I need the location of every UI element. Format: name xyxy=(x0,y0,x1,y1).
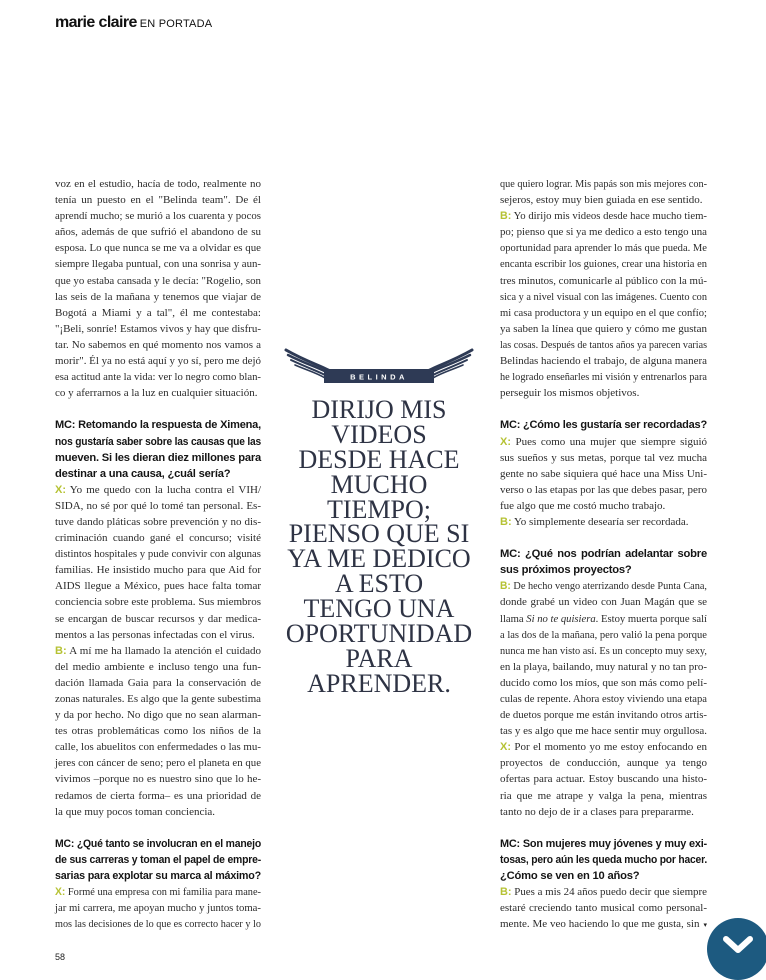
line-text: tes otras problemáticas como los niños de la xyxy=(55,725,261,738)
question-line xyxy=(55,434,261,450)
line-text: sus próximos proyectos? xyxy=(500,564,632,577)
pull-quote-text: TIEMPO; xyxy=(327,494,431,524)
body-text-line xyxy=(55,530,261,546)
line-text: De hecho vengo aterrizando desde Punta Cana, xyxy=(513,580,707,593)
body-text-line xyxy=(55,788,261,804)
line-text: criminación cuando gané el concurso; visité xyxy=(55,532,261,545)
line-text: sejeros, estoy muy bien guiada en ese sentido. xyxy=(500,194,703,207)
line-text: dación llamada Gaia para la conservación de xyxy=(55,676,261,689)
body-text-line xyxy=(55,916,261,932)
paragraph-spacer xyxy=(55,401,261,417)
line-text: gente no sabe siquiera qué hace una Miss Uni- xyxy=(500,467,707,480)
scroll-down-button[interactable] xyxy=(707,918,766,980)
line-text: mueven. Si les dieran diez millones para xyxy=(55,451,261,464)
body-text-line xyxy=(55,627,261,643)
line-text: tres minutos, comunicarle al público con la mú- xyxy=(500,274,707,287)
speaker-label: X: xyxy=(500,741,511,754)
speaker-label: X: xyxy=(55,483,66,496)
speaker-label: X: xyxy=(55,886,66,899)
body-text-line xyxy=(500,353,707,369)
body-text-line xyxy=(500,450,707,466)
line-text: he logrado enseñarles mi visión y entrenarlos para xyxy=(500,371,707,384)
body-text-line xyxy=(55,804,261,820)
line-text: redamos de cierta forma– es una prioridad de xyxy=(55,789,261,802)
text-segment: . Estoy muerta porque salí xyxy=(595,612,707,625)
chevron-down-icon xyxy=(721,934,755,956)
pull-quote-text: DESDE HACE xyxy=(298,444,460,474)
line-text: MC: Son mujeres muy jóvenes y muy exi- xyxy=(500,837,707,850)
body-text-line xyxy=(500,691,707,707)
line-text: MC: ¿Qué nos podrían adelantar sobre xyxy=(500,548,707,561)
line-text: estaré creciendo tanto musical como personal- xyxy=(500,902,707,915)
body-text-line xyxy=(500,273,707,289)
line-text: distintos hospitales y pude convivir con algunas xyxy=(55,548,261,561)
pull-quote-text: YA ME DEDICO xyxy=(287,544,471,574)
line-text: conciencia sobre este problema. Sus miembros xyxy=(55,596,261,609)
pull-quote-text: PIENSO QUE SI xyxy=(288,519,470,549)
line-text: de duetos porque me están invitando otros artis- xyxy=(500,709,707,722)
body-text-line xyxy=(55,707,261,723)
line-text: Pues como una mujer que siempre siguió xyxy=(515,435,708,448)
line-text: nunca me han visto así. Es un concepto muy sexy, xyxy=(500,644,707,657)
line-text: zonas naturales. Es algo que la gente subestima xyxy=(55,693,261,705)
line-text: Formé una empresa con mi familia para mane- xyxy=(67,886,261,899)
line-text: sica y a nivel visual con las imágenes. Cuento con xyxy=(500,290,707,303)
question-line xyxy=(55,836,261,852)
line-text: tuve dando pláticas sobre prevención y no dis- xyxy=(55,515,261,528)
body-text-line xyxy=(500,369,707,385)
text-segment: llama xyxy=(500,612,527,625)
line-text: mi casa productora y un equipo en el que confío; xyxy=(500,306,707,319)
body-text-line xyxy=(55,192,261,208)
body-text-line xyxy=(55,305,261,321)
body-text-line xyxy=(55,643,261,659)
body-text-line xyxy=(500,385,707,401)
line-text: SIDA, no sé por qué lo tomé tan personal. Es- xyxy=(55,499,261,512)
body-text-line xyxy=(500,482,707,498)
body-text-line xyxy=(55,659,261,675)
body-text-line xyxy=(55,594,261,610)
line-text: destinar a una causa, ¿cuál sería? xyxy=(55,467,231,480)
line-text: nos gustaría saber sobre las causas que las xyxy=(55,435,261,448)
left-text-column xyxy=(55,176,261,932)
body-text-line xyxy=(55,273,261,289)
line-text: vivimos –porque no es nuestro sino que lo he- xyxy=(55,773,261,786)
question-line xyxy=(55,868,261,884)
body-text-line xyxy=(55,900,261,916)
body-text-line xyxy=(500,256,707,272)
body-text-line xyxy=(500,643,707,659)
body-text-line xyxy=(500,289,707,305)
section-label: EN PORTADA xyxy=(139,18,213,30)
body-text-line xyxy=(500,611,707,627)
body-text-line xyxy=(55,771,261,787)
body-text-line xyxy=(55,482,261,498)
body-text-line xyxy=(500,723,707,739)
body-text-line xyxy=(500,707,707,723)
pull-quote xyxy=(270,395,488,698)
line-text: tosas, pero aún les queda mucho por hacer. xyxy=(500,853,707,866)
line-text: Belindas haciendo el trabajo, de alguna manera xyxy=(500,355,707,368)
body-text-line xyxy=(500,192,707,208)
body-text-line xyxy=(55,256,261,272)
pull-quote-text: TENGO UNA xyxy=(303,594,455,624)
body-text-line xyxy=(55,224,261,240)
pull-quote-text: A ESTO xyxy=(334,569,424,599)
logo-banner-text: BELINDA xyxy=(350,372,408,382)
line-text: AIDS llegue a México, pues hace falta tomar xyxy=(55,580,261,593)
line-text: la que muy pocos toman conciencia. xyxy=(55,805,216,818)
line-text: culas de repente. Ahora estoy viviendo una etapa xyxy=(500,693,707,705)
question-line xyxy=(500,417,707,433)
line-text: que yo estaba cansada y le decía: "Rogelio, son xyxy=(55,274,261,287)
pull-quote-text: VIDEOS xyxy=(331,419,427,449)
line-text: jeres con cáncer de seno; pero el planeta en que xyxy=(55,757,261,770)
line-text: del medio ambiente e incluso tengo una fun- xyxy=(55,660,261,673)
paragraph-spacer xyxy=(500,401,707,417)
line-text: verso o las etapas por las que debes pasar, pero xyxy=(500,483,707,496)
body-text-line xyxy=(55,739,261,755)
body-text-line xyxy=(55,514,261,530)
body-text-line xyxy=(500,578,707,594)
line-text: sus sueños y sus metas, porque tal vez mucha xyxy=(500,451,707,464)
pull-quote-text: APRENDER. xyxy=(307,668,451,698)
line-text: ya saben la línea que quiero y cómo me gustan xyxy=(500,322,707,335)
body-text-line xyxy=(55,578,261,594)
question-line xyxy=(55,852,261,868)
line-text: esposa. Lo que nunca se me va a olvidar es que xyxy=(55,242,261,255)
line-text: Pues a mis 24 años puedo decir que siempre xyxy=(514,886,707,899)
body-text-line xyxy=(500,514,707,530)
body-text-line xyxy=(55,337,261,353)
line-text: jar mi carrera, me apoyan mucho y juntos toma- xyxy=(55,902,261,915)
body-text-line xyxy=(55,675,261,691)
line-text: mente. Me veo haciendo lo que me gusta, sin xyxy=(500,918,700,931)
question-line xyxy=(500,868,707,884)
paragraph-spacer xyxy=(500,820,707,836)
body-text-line xyxy=(55,723,261,739)
body-text-line xyxy=(500,739,707,755)
body-text-line xyxy=(55,353,261,369)
line-text: Yo me quedo con la lucha contra el VIH/ xyxy=(69,483,261,496)
magazine-header xyxy=(55,14,212,32)
line-text: mentos a las personas infectadas con el virus. xyxy=(55,628,255,641)
body-text-line xyxy=(500,240,707,256)
body-text-line xyxy=(55,755,261,771)
body-text-line xyxy=(500,594,707,610)
line-text: las cosas. Después de tantos años ya parecen varias xyxy=(500,338,707,351)
body-text-line xyxy=(500,321,707,337)
body-text-line xyxy=(500,224,707,240)
line-text: donde grabé un video con Juan Magán que se xyxy=(500,596,707,609)
line-text: calle, los abuelitos con enfermedades o las mu- xyxy=(55,741,261,754)
line-text: ducido como los míos, que son más como pelí- xyxy=(500,676,707,689)
body-text-line xyxy=(500,804,707,820)
body-text-line xyxy=(500,900,707,916)
body-text-line xyxy=(55,369,261,385)
speaker-label: B: xyxy=(55,644,67,657)
pull-quote-text: OPORTUNIDAD xyxy=(285,619,473,649)
line-text: Por el momento yo me estoy enfocando en xyxy=(514,741,707,754)
paragraph-spacer xyxy=(500,530,707,546)
question-line xyxy=(55,417,261,433)
line-text: a las dos de la mañana, pero valió la pena porque xyxy=(500,628,707,641)
pull-quote-text: MUCHO xyxy=(330,469,428,499)
body-text-line xyxy=(500,755,707,771)
line-text: voz en el estudio, hacía de todo, realmente no xyxy=(55,178,261,190)
speaker-label: B: xyxy=(500,210,512,223)
body-text-line xyxy=(55,562,261,578)
line-text: tar. No sabemos en qué momento nos vamos a xyxy=(55,338,261,351)
line-text: tas y es algo que me hace sentir muy orgullosa. xyxy=(500,725,707,738)
line-text: las seis de la mañana y tenemos que viajar de xyxy=(55,290,261,303)
line-text: que quiero lograr. Mis papás son mis mejores con- xyxy=(500,178,707,190)
body-text-line xyxy=(500,498,707,514)
speaker-label: B: xyxy=(500,580,511,593)
body-text-line xyxy=(500,627,707,643)
question-line xyxy=(500,562,707,578)
speaker-label: X: xyxy=(500,435,511,448)
body-text-line xyxy=(500,675,707,691)
line-text: proyectos de conducción, aunque ya tengo xyxy=(500,757,707,770)
question-line xyxy=(500,836,707,852)
line-text: mos las decisiones de lo que es correcto hacer y lo xyxy=(55,918,261,931)
line-text: tenía un puesto en el "Belinda team". De él xyxy=(55,194,261,207)
body-text-line xyxy=(500,176,707,192)
speaker-label: B: xyxy=(500,515,512,528)
line-text: en la playa, bailando, muy natural y no tan pro- xyxy=(500,660,707,673)
line-text: Yo dirijo mis videos desde hace mucho tiem- xyxy=(513,210,707,223)
page-number: 58 xyxy=(55,952,66,962)
line-text: Yo simplemente desearía ser recordada. xyxy=(513,515,689,528)
line-text: sarias para explotar su marca al máximo? xyxy=(55,870,261,883)
question-line xyxy=(500,852,707,868)
line-text: siempre llegaba puntual, con una sonrisa y aun- xyxy=(55,258,261,271)
line-text: y da por hecho. No digo que no sean alarman- xyxy=(55,709,261,722)
speaker-label: B: xyxy=(500,886,512,899)
line-text: ofertas para actuar. Estoy buscando una histo- xyxy=(500,773,707,786)
body-text-line xyxy=(55,321,261,337)
body-text-line xyxy=(500,659,707,675)
line-text: oportunidad para aprender lo más que pueda. Me xyxy=(500,242,707,255)
body-text-line xyxy=(55,546,261,562)
line-text: esa actitud ante la vida: ver lo negro como blan- xyxy=(55,371,261,384)
body-text-line xyxy=(500,466,707,482)
body-text-line xyxy=(55,289,261,305)
body-text-line xyxy=(500,305,707,321)
pull-quote-text: DIRIJO MIS xyxy=(311,395,447,424)
line-text: ria que me atrape y valga la pena, mientras xyxy=(500,789,707,802)
body-text-line xyxy=(500,884,707,900)
line-text: se encargan de buscar recursos y dar medica- xyxy=(55,612,261,625)
continue-marker-icon: ▾ xyxy=(703,921,707,930)
line-text: fue algo que me costó mucho trabajo. xyxy=(500,499,666,512)
line-text: po; pienso que si ya me dedico a esto tengo una xyxy=(500,226,707,239)
line-text: "¡Beli, sonríe! Estamos vivos y hay que disfru- xyxy=(55,322,261,335)
body-text-line xyxy=(55,385,261,401)
line-text: familias. He insistido mucho para que Aid for xyxy=(55,564,261,577)
body-text-line xyxy=(500,916,707,932)
pull-quote-line xyxy=(270,469,488,499)
belinda-wings-logo xyxy=(282,340,476,386)
line-text: encanta escribir los guiones, crear una historia en xyxy=(500,258,707,271)
body-text-line xyxy=(55,240,261,256)
body-text-line xyxy=(55,498,261,514)
question-line xyxy=(500,546,707,562)
brand-logo: marie claire xyxy=(55,14,137,31)
right-text-column xyxy=(500,176,707,932)
line-text: aprendí mucho; se murió a los cuarenta y pocos xyxy=(55,210,261,223)
line-text: Bogotá a Miami y a tal", él me contestaba: xyxy=(55,306,261,319)
line-text: A mí me ha llamado la atención el cuidado xyxy=(69,644,261,657)
line-text: co y aferrarnos a la luz en cualquier situación. xyxy=(55,387,258,400)
line-text: perseguir los mismos objetivos. xyxy=(500,387,640,400)
question-line xyxy=(55,466,261,482)
line-text: MC: ¿Cómo les gustaría ser recordadas? xyxy=(500,419,707,432)
pull-quote-line xyxy=(270,444,488,474)
body-text-line xyxy=(55,884,261,900)
song-title: Si no te quisiera xyxy=(526,612,596,625)
body-text-line xyxy=(55,611,261,627)
body-text-line xyxy=(55,691,261,707)
body-text-line xyxy=(500,337,707,353)
line-text: MC: Retomando la respuesta de Ximena, xyxy=(55,419,261,432)
body-text-line xyxy=(500,434,707,450)
body-text-line xyxy=(55,176,261,192)
line-text: de sus carreras y toman el papel de empre- xyxy=(55,853,261,866)
line-text: años, además de que sufrió el abandono de su xyxy=(55,226,261,239)
body-text-line xyxy=(500,788,707,804)
body-text-line xyxy=(500,208,707,224)
line-text: morir". Él ya no está aquí y yo sí, pero me dejó xyxy=(55,355,261,368)
line-text: tanto no dejo de ir a clases para prepararme. xyxy=(500,805,694,818)
body-text-line xyxy=(55,208,261,224)
line-text: ¿Cómo se ven en 10 años? xyxy=(500,870,640,883)
line-text: MC: ¿Qué tanto se involucran en el manejo xyxy=(55,837,261,850)
pull-quote-text: PARA xyxy=(345,643,413,673)
pull-quote-line xyxy=(270,668,488,698)
question-line xyxy=(55,450,261,466)
body-text-line xyxy=(500,771,707,787)
paragraph-spacer xyxy=(55,820,261,836)
